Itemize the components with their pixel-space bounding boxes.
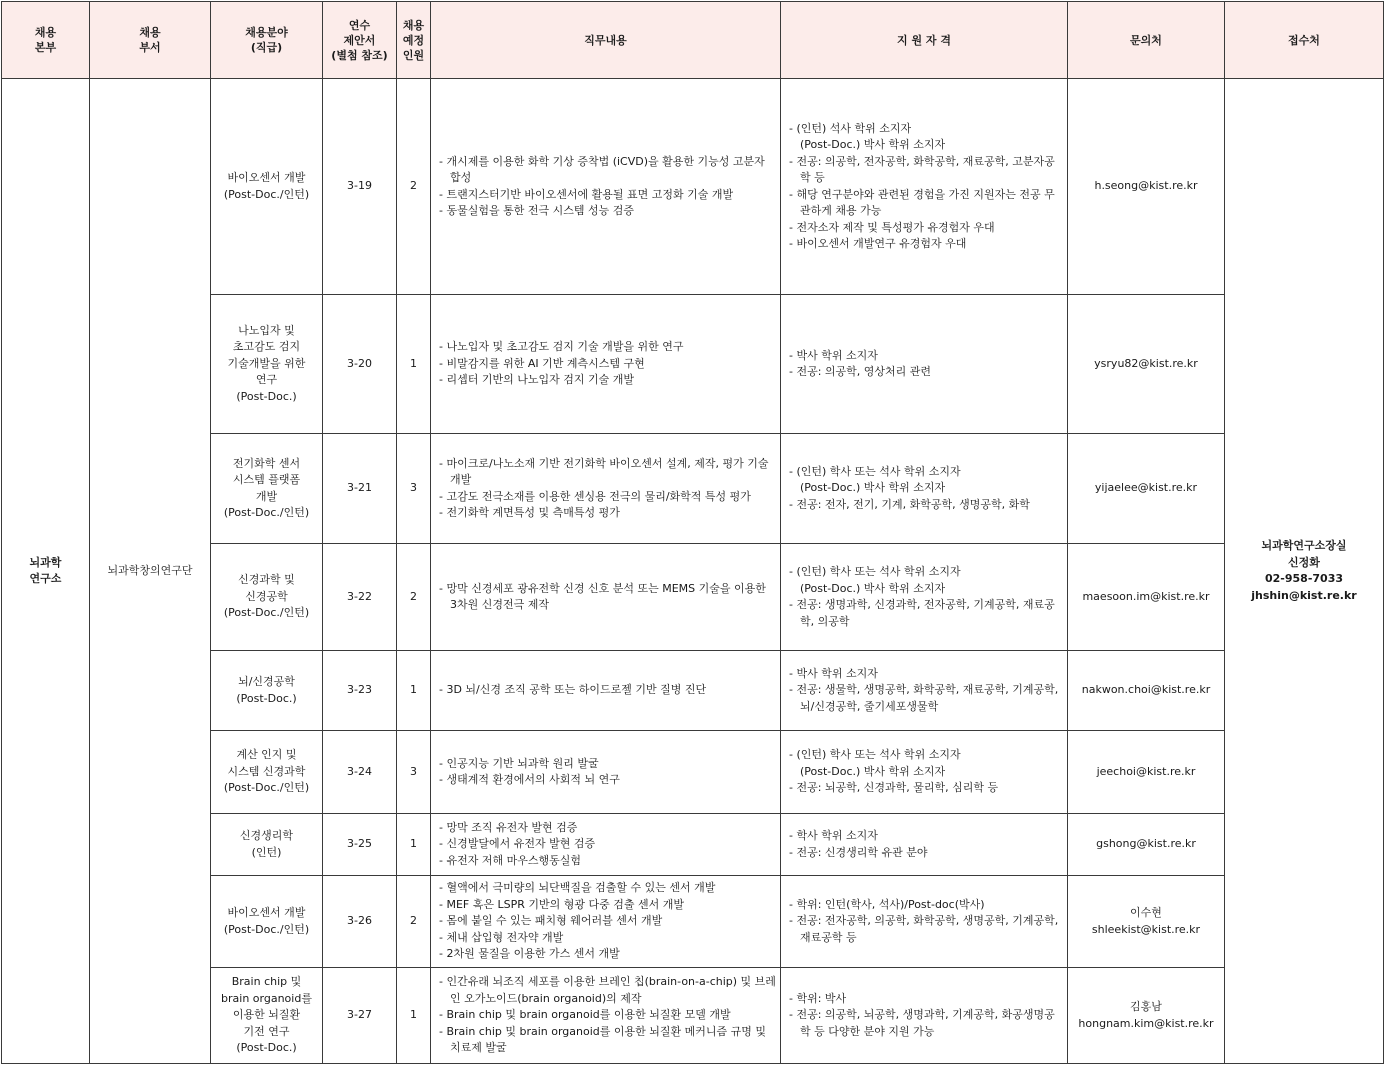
duty-item: - 전기화학 계면특성 및 측매특성 평가 xyxy=(439,505,776,522)
qualifications-list xyxy=(789,828,1063,861)
field-cell: 신경생리학 (인턴) xyxy=(211,814,323,876)
duty-item: - 유전자 저해 마우스행동실험 xyxy=(439,853,776,870)
headcount-cell: 2 xyxy=(397,79,431,295)
qualification-item: - (인턴) 학사 또는 석사 학위 소지자 (Post-Doc.) 박사 학위 소지자 xyxy=(789,747,1063,780)
qualification-item: - 바이오센서 개발연구 유경험자 우대 xyxy=(789,236,1063,253)
field-cell: 신경과학 및 신경공학 (Post-Doc./인턴) xyxy=(211,544,323,651)
table-body xyxy=(2,79,1384,1064)
header-contact: 문의처 xyxy=(1068,2,1225,79)
duty-item: - 동물실험을 통한 전극 시스템 성능 검증 xyxy=(439,203,776,220)
duty-item: - 생태계적 환경에서의 사회적 뇌 연구 xyxy=(439,772,776,789)
headcount-cell: 1 xyxy=(397,295,431,434)
headcount-cell: 1 xyxy=(397,968,431,1064)
duty-item: - 2차원 물질을 이용한 가스 센서 개발 xyxy=(439,946,776,963)
field-cell: 나노입자 및 초고감도 검지 기술개발을 위한 연구 (Post-Doc.) xyxy=(211,295,323,434)
qualification-item: - (인턴) 학사 또는 석사 학위 소지자 (Post-Doc.) 박사 학위 소지자 xyxy=(789,464,1063,497)
proposal-cell: 3-20 xyxy=(323,295,397,434)
duty-item: - MEF 혹은 LSPR 기반의 형광 다중 검출 센서 개발 xyxy=(439,897,776,914)
duties-list xyxy=(439,154,776,220)
contact-cell: 이수현 shleekist@kist.re.kr xyxy=(1068,876,1225,968)
qualifications-cell xyxy=(781,79,1068,295)
duty-item: - 고감도 전극소재를 이용한 센싱용 전극의 물리/화학적 특성 평가 xyxy=(439,489,776,506)
qualifications-list xyxy=(789,666,1063,716)
header-field: 채용분야 (직급) xyxy=(211,2,323,79)
headcount-cell: 1 xyxy=(397,814,431,876)
duties-list xyxy=(439,581,776,614)
duty-item: - 개시제를 이용한 화학 기상 증착법 (iCVD)을 활용한 기능성 고분자 합성 xyxy=(439,154,776,187)
qualification-item: - 학위: 인턴(학사, 석사)/Post-doc(박사) xyxy=(789,897,1063,914)
qualification-item: - 학사 학위 소지자 xyxy=(789,828,1063,845)
qualifications-list xyxy=(789,991,1063,1041)
header-headcount: 채용 예정 인원 xyxy=(397,2,431,79)
field-cell: Brain chip 및 brain organoid를 이용한 뇌질환 기전 연구 (Post-Doc.) xyxy=(211,968,323,1064)
qualifications-cell xyxy=(781,731,1068,814)
qualifications-list xyxy=(789,747,1063,797)
duty-item: - 망막 조직 유전자 발현 검증 xyxy=(439,820,776,837)
duty-item: - Brain chip 및 brain organoid를 이용한 뇌질환 모델 개발 xyxy=(439,1007,776,1024)
duty-item: - 체내 삽입형 전자약 개발 xyxy=(439,930,776,947)
contact-cell: yijaelee@kist.re.kr xyxy=(1068,434,1225,544)
proposal-cell: 3-23 xyxy=(323,651,397,731)
headcount-cell: 3 xyxy=(397,434,431,544)
qualification-item: - 전공: 생물학, 생명공학, 화학공학, 재료공학, 기계공학, 뇌/신경공학, 줄기세포생물학 xyxy=(789,682,1063,715)
duty-item: - 트랜지스터기반 바이오센서에 활용될 표면 고정화 기술 개발 xyxy=(439,187,776,204)
proposal-cell: 3-27 xyxy=(323,968,397,1064)
header-reception: 접수처 xyxy=(1225,2,1384,79)
duties-list xyxy=(439,880,776,963)
duty-item: - 인간유래 뇌조직 세포를 이용한 브레인 칩(brain-on-a-chip) 및 브레인 오가노이드(brain organoid)의 제작 xyxy=(439,974,776,1007)
header-proposal: 연수 제안서 (별첨 참조) xyxy=(323,2,397,79)
headcount-cell: 2 xyxy=(397,876,431,968)
qualifications-list xyxy=(789,897,1063,947)
qualification-item: - 전공: 전자, 전기, 기계, 화학공학, 생명공학, 화학 xyxy=(789,497,1063,514)
qualification-item: - 전공: 뇌공학, 신경과학, 물리학, 심리학 등 xyxy=(789,780,1063,797)
proposal-cell: 3-19 xyxy=(323,79,397,295)
duty-item: - 혈액에서 극미량의 뇌단백질을 검출할 수 있는 센서 개발 xyxy=(439,880,776,897)
qualifications-list xyxy=(789,348,1063,381)
duties-cell xyxy=(431,814,781,876)
department-cell: 뇌과학창의연구단 xyxy=(90,79,211,1064)
duties-list xyxy=(439,974,776,1057)
proposal-cell: 3-25 xyxy=(323,814,397,876)
qualification-item: - (인턴) 석사 학위 소지자 (Post-Doc.) 박사 학위 소지자 xyxy=(789,121,1063,154)
duties-list xyxy=(439,456,776,522)
qualification-item: - 전공: 신경생리학 유관 분야 xyxy=(789,845,1063,862)
duties-cell xyxy=(431,544,781,651)
qualifications-cell xyxy=(781,544,1068,651)
headcount-cell: 2 xyxy=(397,544,431,651)
field-cell: 뇌/신경공학 (Post-Doc.) xyxy=(211,651,323,731)
hq-cell: 뇌과학 연구소 xyxy=(2,79,90,1064)
duties-cell xyxy=(431,876,781,968)
qualification-item: - 전공: 의공학, 뇌공학, 생명과학, 기계공학, 화공생명공학 등 다양한 분야 지원 가능 xyxy=(789,1007,1063,1040)
duty-item: - 망막 신경세포 광유전학 신경 신호 분석 또는 MEMS 기술을 이용한 3차원 신경전극 제작 xyxy=(439,581,776,614)
qualifications-cell xyxy=(781,876,1068,968)
duty-item: - 나노입자 및 초고감도 검지 기술 개발을 위한 연구 xyxy=(439,339,776,356)
qualification-item: - 박사 학위 소지자 xyxy=(789,348,1063,365)
duties-cell xyxy=(431,731,781,814)
table-row xyxy=(2,79,1384,295)
duties-list xyxy=(439,820,776,870)
duties-cell xyxy=(431,295,781,434)
qualifications-cell xyxy=(781,434,1068,544)
duty-item: - 인공지능 기반 뇌과학 원리 발굴 xyxy=(439,756,776,773)
header-duties: 직무내용 xyxy=(431,2,781,79)
field-cell: 전기화학 센서 시스템 플랫폼 개발 (Post-Doc./인턴) xyxy=(211,434,323,544)
duties-cell xyxy=(431,968,781,1064)
qualification-item: - 전공: 생명과학, 신경과학, 전자공학, 기계공학, 재료공학, 의공학 xyxy=(789,597,1063,630)
proposal-cell: 3-24 xyxy=(323,731,397,814)
field-cell: 계산 인지 및 시스템 신경과학 (Post-Doc./인턴) xyxy=(211,731,323,814)
header-dept: 채용 부서 xyxy=(90,2,211,79)
duty-item: - 3D 뇌/신경 조직 공학 또는 하이드로젤 기반 질병 진단 xyxy=(439,682,776,699)
contact-cell: ysryu82@kist.re.kr xyxy=(1068,295,1225,434)
duties-list xyxy=(439,339,776,389)
field-cell: 바이오센서 개발 (Post-Doc./인턴) xyxy=(211,876,323,968)
duties-list xyxy=(439,756,776,789)
duties-cell xyxy=(431,651,781,731)
contact-cell: h.seong@kist.re.kr xyxy=(1068,79,1225,295)
field-cell: 바이오센서 개발 (Post-Doc./인턴) xyxy=(211,79,323,295)
contact-cell: nakwon.choi@kist.re.kr xyxy=(1068,651,1225,731)
duties-cell xyxy=(431,79,781,295)
qualifications-cell xyxy=(781,295,1068,434)
qualification-item: - (인턴) 학사 또는 석사 학위 소지자 (Post-Doc.) 박사 학위 소지자 xyxy=(789,564,1063,597)
duty-item: - Brain chip 및 brain organoid를 이용한 뇌질환 메커니즘 규명 및 치료제 발굴 xyxy=(439,1024,776,1057)
header-qualifications: 지 원 자 격 xyxy=(781,2,1068,79)
contact-cell: maesoon.im@kist.re.kr xyxy=(1068,544,1225,651)
duty-item: - 신경발달에서 유전자 발현 검증 xyxy=(439,836,776,853)
qualifications-cell xyxy=(781,651,1068,731)
proposal-cell: 3-22 xyxy=(323,544,397,651)
qualifications-list xyxy=(789,564,1063,630)
proposal-cell: 3-26 xyxy=(323,876,397,968)
contact-cell: gshong@kist.re.kr xyxy=(1068,814,1225,876)
qualification-item: - 해당 연구분야와 관련된 경험을 가진 지원자는 전공 무관하게 채용 가능 xyxy=(789,187,1063,220)
qualification-item: - 박사 학위 소지자 xyxy=(789,666,1063,683)
header-hq: 채용 본부 xyxy=(2,2,90,79)
recruitment-table xyxy=(1,1,1384,1064)
contact-cell: 김홍남 hongnam.kim@kist.re.kr xyxy=(1068,968,1225,1064)
headcount-cell: 1 xyxy=(397,651,431,731)
qualification-item: - 전공: 전자공학, 의공학, 화학공학, 생명공학, 기계공학, 재료공학 등 xyxy=(789,913,1063,946)
headcount-cell: 3 xyxy=(397,731,431,814)
duty-item: - 리셉터 기반의 나노입자 검지 기술 개발 xyxy=(439,372,776,389)
qualification-item: - 전자소자 제작 및 특성평가 유경험자 우대 xyxy=(789,220,1063,237)
duties-cell xyxy=(431,434,781,544)
duty-item: - 비말감지를 위한 AI 기반 계측시스템 구현 xyxy=(439,356,776,373)
duty-item: - 몸에 붙일 수 있는 패치형 웨어러블 센서 개발 xyxy=(439,913,776,930)
qualification-item: - 학위: 박사 xyxy=(789,991,1063,1008)
contact-cell: jeechoi@kist.re.kr xyxy=(1068,731,1225,814)
proposal-cell: 3-21 xyxy=(323,434,397,544)
qualification-item: - 전공: 의공학, 전자공학, 화학공학, 재료공학, 고분자공학 등 xyxy=(789,154,1063,187)
qualifications-list xyxy=(789,464,1063,514)
qualifications-cell xyxy=(781,968,1068,1064)
duties-list xyxy=(439,682,776,699)
reception-cell: 뇌과학연구소장실 신정화 02-958-7033 jhshin@kist.re.kr xyxy=(1225,79,1384,1064)
qualifications-cell xyxy=(781,814,1068,876)
qualifications-list xyxy=(789,121,1063,253)
qualification-item: - 전공: 의공학, 영상처리 관련 xyxy=(789,364,1063,381)
header-row xyxy=(2,2,1384,79)
duty-item: - 마이크로/나노소재 기반 전기화학 바이오센서 설계, 제작, 평가 기술 개발 xyxy=(439,456,776,489)
